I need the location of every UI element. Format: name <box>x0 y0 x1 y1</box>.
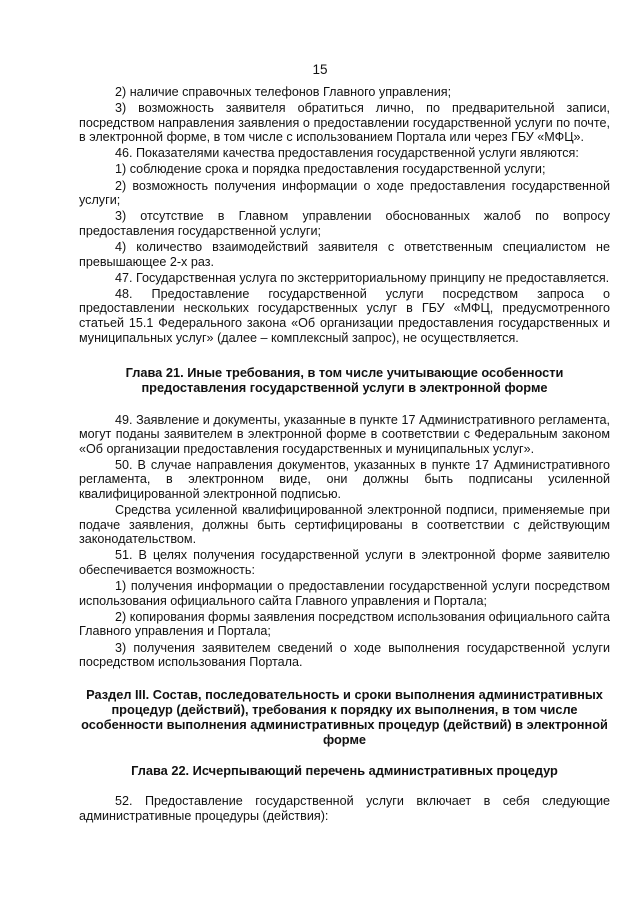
chapter-22-heading: Глава 22. Исчерпывающий перечень административных процедур <box>131 763 558 779</box>
section-3-heading: Раздел III. Состав, последовательность и сроки выполнения административных процедур (действий), требования к порядку их выполнения, в том числе особенности выполнения административных процедур (действий) в электронной форме <box>81 687 608 748</box>
paragraph: 48. Предоставление государственной услуги посредством запроса о предоставлении нескольких государственных услуг в ГБУ «МФЦ, предусмотренного статьей 15.1 Федерального закона «Об организации предоставления государственных и муниципальных услуг» (далее – комплексный запрос), не осуществляется. <box>79 286 610 345</box>
paragraph: Средства усиленной квалифицированной электронной подписи, применяемые при подаче заявления, должны быть сертифицированы в соответствии с действующим законодательством. <box>79 503 610 547</box>
paragraph: 3) возможность заявителя обратиться лично, по предварительной записи, посредством направления заявления о предоставлении государственной услуги по почте, в электронной форме, в том числе с использованием Портала или через ГБУ «МФЦ». <box>79 101 610 145</box>
paragraph: 1) соблюдение срока и порядка предоставления государственной услуги; <box>115 162 546 177</box>
paragraph: 51. В целях получения государственной услуги в электронной форме заявителю обеспечивается возможность: <box>79 548 610 578</box>
paragraph: 50. В случае направления документов, указанных в пункте 17 Административного регламента, в электронном виде, они должны быть подписаны усиленной квалифицированной электронной подписью. <box>79 457 610 502</box>
paragraph: 46. Показателями качества предоставления государственной услуги являются: <box>115 146 579 161</box>
paragraph: 2) копирования формы заявления посредством использования официального сайта Главного управления и Портала; <box>79 609 610 639</box>
paragraph: 49. Заявление и документы, указанные в пункте 17 Административного регламента, могут поданы заявителем в электронной форме в соответствии с Федеральным законом «Об организации предоставления государственных и муниципальных услуг». <box>79 412 610 456</box>
paragraph: 47. Государственная услуга по экстерриториальному принципу не предоставляется. <box>115 270 610 285</box>
paragraph: 3) отсутствие в Главном управлении обоснованных жалоб по вопросу предоставления государственной услуги; <box>79 209 610 238</box>
paragraph: 52. Предоставление государственной услуги включает в себя следующие административные процедуры (действия): <box>79 794 610 823</box>
paragraph: 4) количество взаимодействий заявителя с ответственным специалистом не превышающее 2-х раз. <box>79 239 610 269</box>
paragraph: 3) получения заявителем сведений о ходе выполнения государственной услуги посредством использования Портала. <box>79 640 610 670</box>
document-body <box>79 85 610 825</box>
paragraph: 2) наличие справочных телефонов Главного управления; <box>115 85 452 99</box>
paragraph: 2) возможность получения информации о ходе предоставления государственной услуги; <box>79 178 610 208</box>
page-number: 15 <box>312 62 328 77</box>
paragraph: 1) получения информации о предоставлении государственной услуги посредством использования официального сайта Главного управления и Портала; <box>79 579 610 608</box>
chapter-21-heading: Глава 21. Иные требования, в том числе учитывающие особенности предоставления государственной услуги в электронной форме <box>125 364 564 395</box>
